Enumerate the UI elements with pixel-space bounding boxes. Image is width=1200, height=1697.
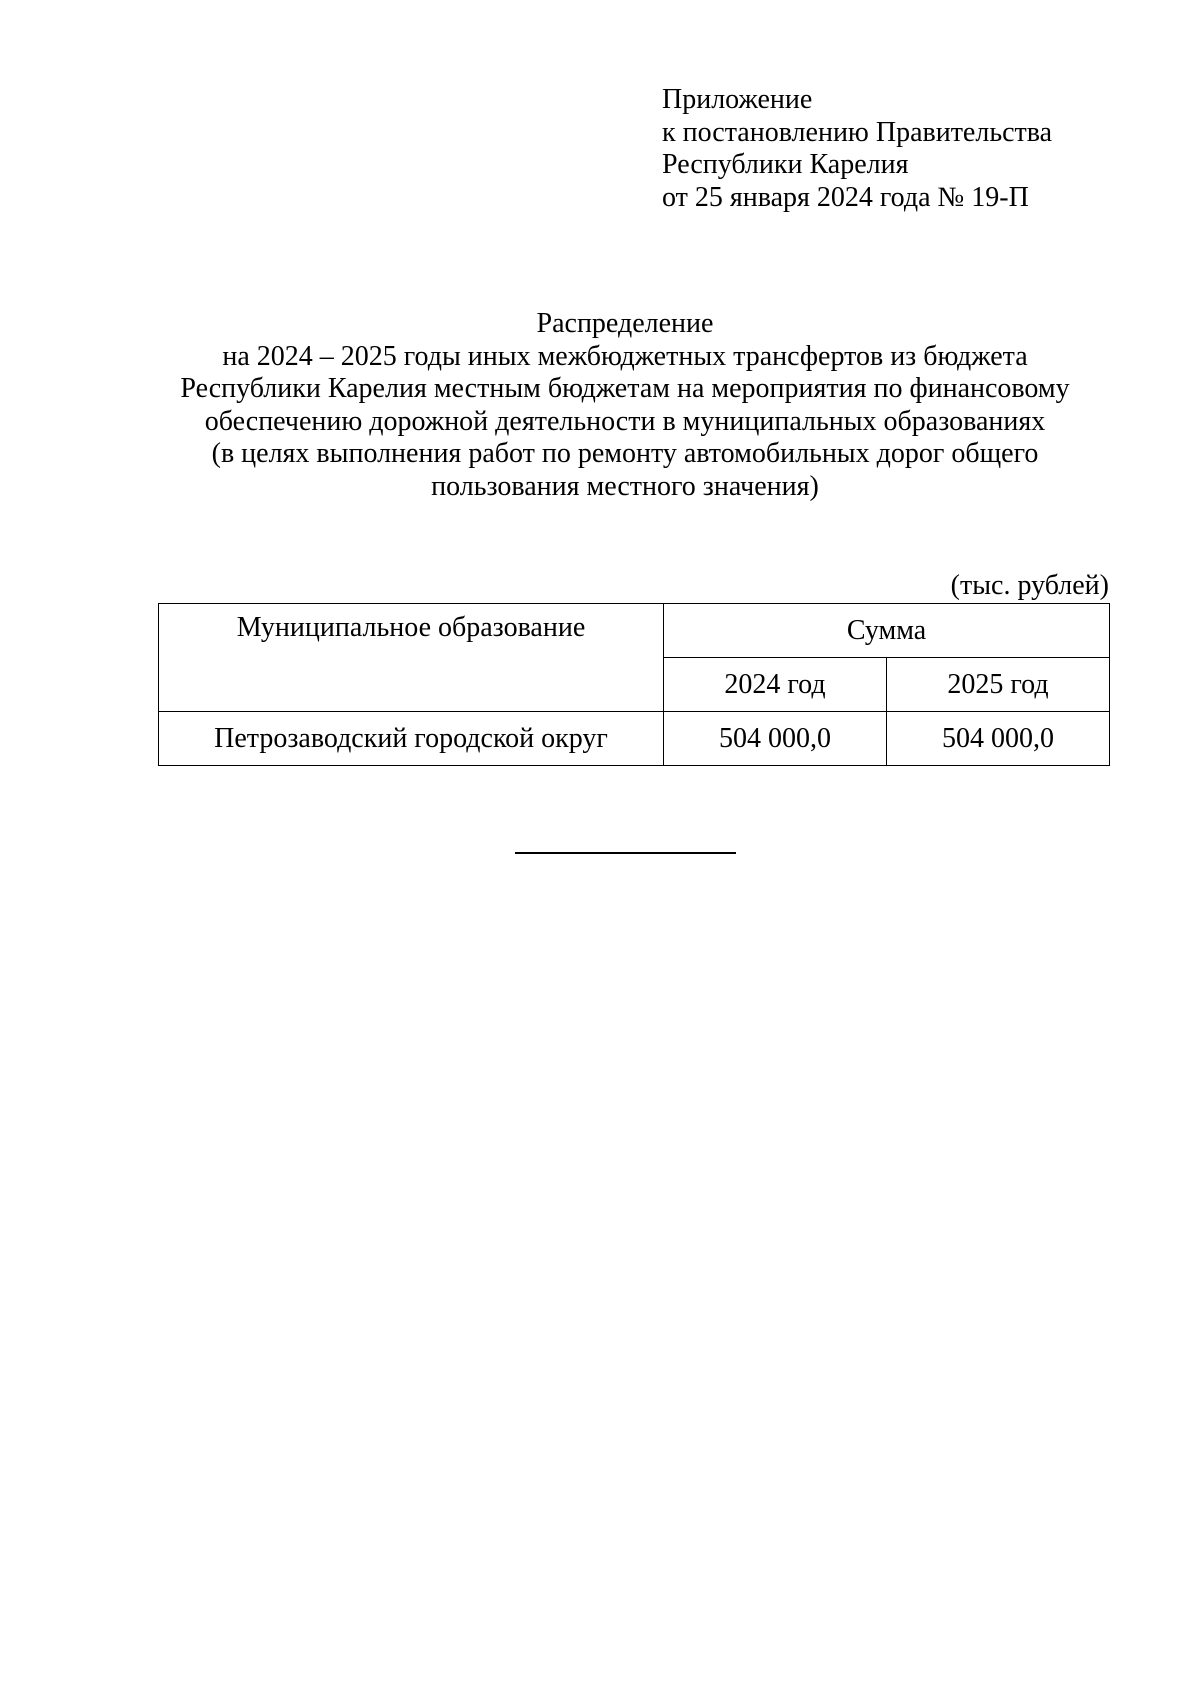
header-year-2025: 2025 год [887, 658, 1110, 712]
appendix-line: от 25 января 2024 года № 19-П [662, 181, 1029, 213]
document-title [150, 308, 1100, 503]
title-line: Республики Карелия местным бюджетам на мероприятия по финансовому [180, 373, 1070, 404]
table-row [159, 712, 1110, 766]
distribution-table [158, 603, 1110, 766]
header-year-2024: 2024 год [664, 658, 887, 712]
title-line: Распределение [536, 308, 714, 339]
cell-municipality: Петрозаводский городской округ [159, 712, 664, 766]
cell-amount-2024: 504 000,0 [664, 712, 887, 766]
appendix-line: Приложение [662, 84, 813, 115]
header-amount: Сумма [664, 604, 1110, 658]
appendix-line: к постановлению Правительства [662, 116, 1053, 148]
appendix-header [662, 84, 1052, 214]
title-line: обеспечению дорожной деятельности в муниципальных образованиях [204, 405, 1046, 437]
cell-amount-2025: 504 000,0 [887, 712, 1110, 766]
title-line: пользования местного значения) [431, 470, 819, 502]
table-header-row [159, 604, 1110, 658]
title-line: на 2024 – 2025 годы иных межбюджетных трансфертов из бюджета [222, 340, 1028, 372]
title-line: (в целях выполнения работ по ремонту автомобильных дорог общего [211, 438, 1039, 469]
header-municipality: Муниципальное образование [159, 604, 664, 712]
appendix-line: Республики Карелия [662, 149, 909, 180]
units-label: (тыс. рублей) [950, 570, 1109, 601]
closing-divider [515, 852, 736, 854]
